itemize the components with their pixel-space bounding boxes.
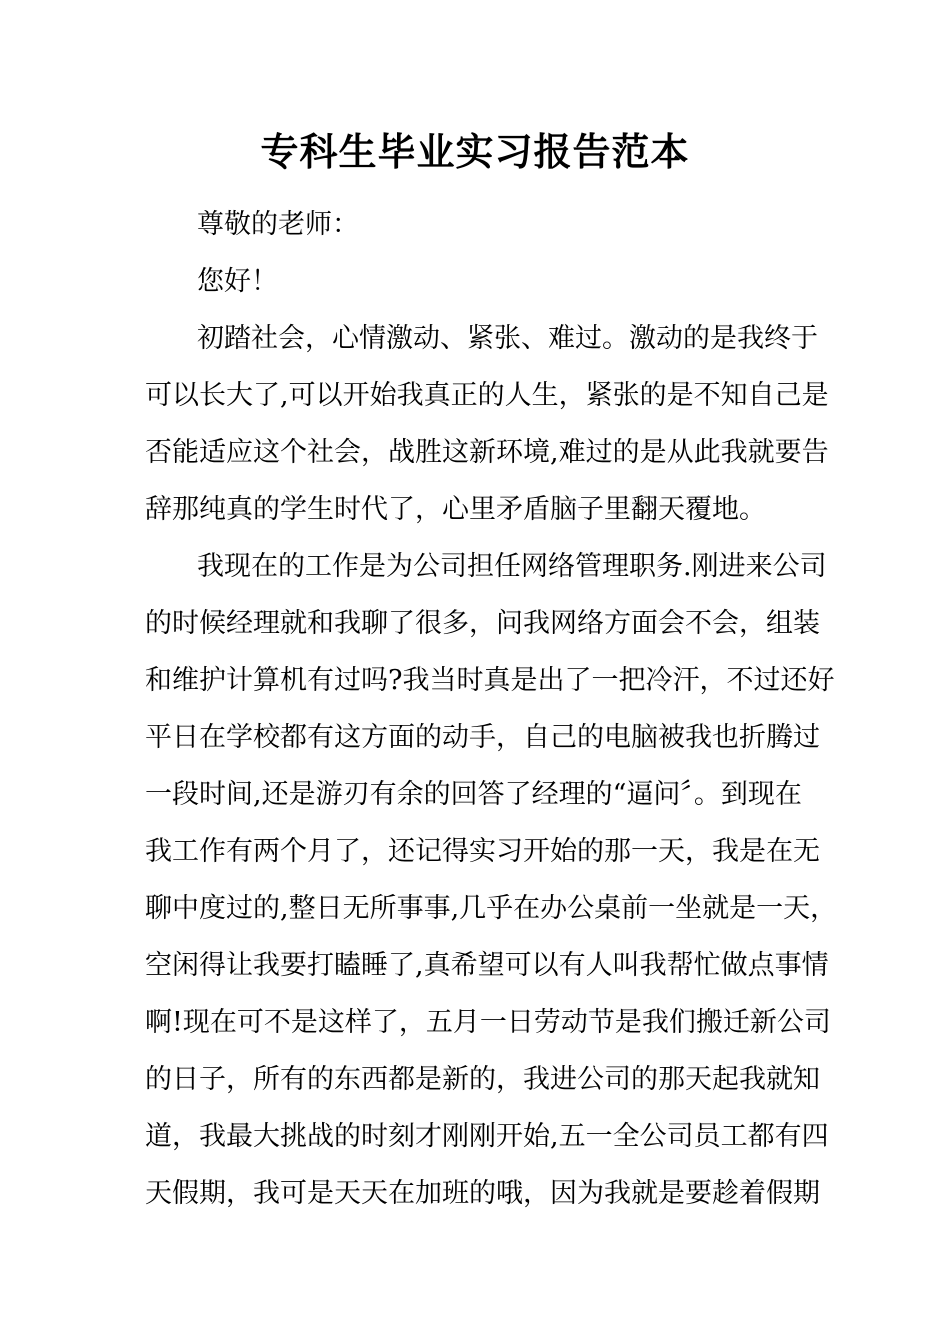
paragraph-line: 一段时间,还是游刃有余的回答了经理的“逼问〞。到现在 xyxy=(145,779,802,810)
paragraph-line: 辞那纯真的学生时代了，心里矛盾脑子里翻天覆地。 xyxy=(145,494,766,525)
salutation: 尊敬的老师： xyxy=(197,209,359,240)
paragraph-line: 空闲得让我要打瞌睡了,真希望可以有人叫我帮忙做点事情 xyxy=(145,950,829,981)
paragraph-line: 我工作有两个月了，还记得实习开始的那一天，我是在无 xyxy=(145,836,820,867)
document-title: 专科生毕业实习报告范本 xyxy=(260,129,690,174)
greeting: 您好！ xyxy=(197,266,278,297)
paragraph-line: 聊中度过的,整日无所事事,几乎在办公桌前一坐就是一天， xyxy=(145,893,838,924)
paragraph-line: 道，我最大挑战的时刻才刚刚开始,五一全公司员工都有四 xyxy=(145,1121,829,1152)
paragraph-line: 啊!现在可不是这样了，五月一日劳动节是我们搬迁新公司 xyxy=(145,1007,831,1038)
paragraph-line: 和维护计算机有过吗?我当时真是出了一把冷汗，不过还好 xyxy=(145,665,835,696)
paragraph-line: 平日在学校都有这方面的动手，自己的电脑被我也折腾过 xyxy=(145,722,820,753)
paragraph-line: 我现在的工作是为公司担任网络管理职务.刚进来公司 xyxy=(197,551,827,582)
paragraph-line: 初踏社会，心情激动、紧张、难过。激动的是我终于 xyxy=(197,323,818,354)
paragraph-line: 否能适应这个社会，战胜这新环境,难过的是从此我就要告 xyxy=(145,437,829,468)
paragraph-line: 的时候经理就和我聊了很多，问我网络方面会不会，组装 xyxy=(145,608,820,639)
paragraph-line: 可以长大了,可以开始我真正的人生，紧张的是不知自己是 xyxy=(145,380,829,411)
paragraph-line: 的日子，所有的东西都是新的，我进公司的那天起我就知 xyxy=(145,1064,820,1095)
paragraph-line: 天假期，我可是天天在加班的哦，因为我就是要趁着假期 xyxy=(145,1178,820,1209)
